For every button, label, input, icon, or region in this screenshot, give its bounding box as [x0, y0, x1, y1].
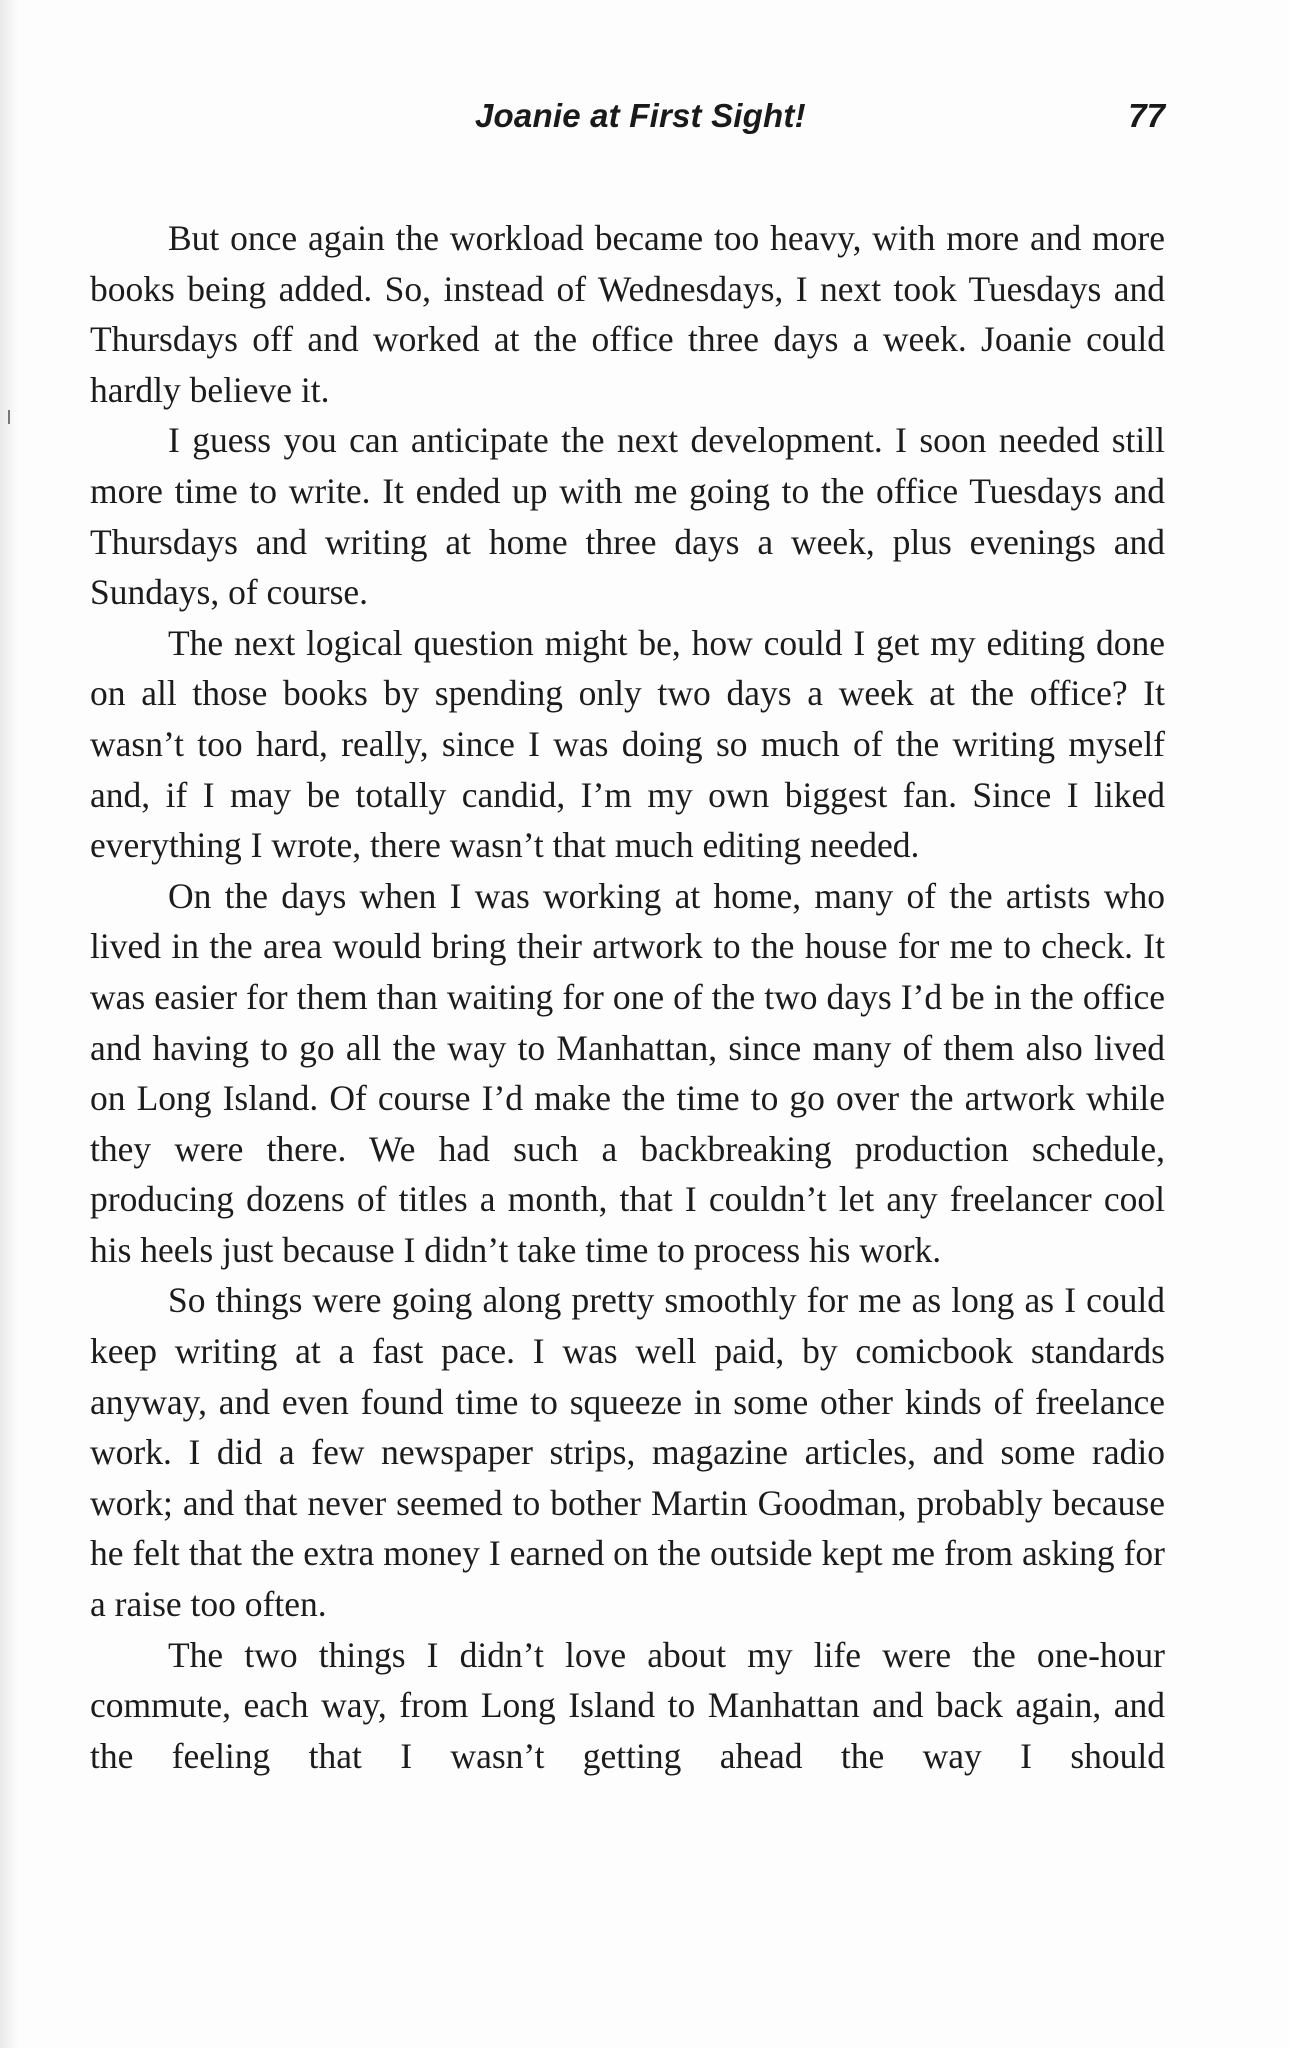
body-text: [90, 213, 1165, 1781]
page-edge-shadow: [0, 0, 18, 2048]
page-number: 77: [1128, 97, 1165, 134]
running-header: [90, 97, 1165, 147]
paragraph: So things were going along pretty smoothly for me as long as I could keep writing at a fast pace. I was well paid, by comicbook standards anyway, and even found time to squeeze in some other kinds of freelance work. I did a few newspaper strips, magazine articles, and some radio work; and that never seemed to bother Martin Goodman, probably because he felt that the extra money I earned on the outside kept me from asking for a raise too often.: [90, 1280, 1165, 1625]
paragraph: The next logical question might be, how could I get my editing done on all those books by spending only two days a week at the office? It wasn’t too hard, really, since I was doing so much of the writing myself and, if I may be totally candid, I’m my own biggest fan. Since I liked everything I wrote, there wasn’t that much editing needed.: [90, 622, 1165, 866]
margin-mark: [8, 410, 10, 424]
paragraph: But once again the workload became too heavy, with more and more books being added. So, instead of Wednesdays, I next took Tuesdays and Thursdays off and worked at the office three days a week. Joanie could hardly believe it.: [90, 218, 1165, 410]
paragraph: The two things I didn’t love about my life were the one-hour commute, each way, from Long Island to Manhattan and back again, and the feeling that I wasn’t getting ahead the way I should: [90, 1634, 1165, 1776]
paragraph: I guess you can anticipate the next development. I soon needed still more time to write. It ended up with me going to the office Tuesdays and Thursdays and writing at home three days a week, plus evenings and Sundays, of course.: [90, 420, 1165, 613]
paragraph: On the days when I was working at home, many of the artists who lived in the area would bring their artwork to the house for me to check. It was easier for them than waiting for one of the two days I’d be in the office and having to go all the way to Manhattan, since many of them also lived on Long Island. Of course I’d make the time to go over the artwork while they were there. We had such a backbreaking production schedule, producing dozens of titles a month, that I couldn’t let any freelancer cool his heels just because I didn’t take time to process his work.: [90, 875, 1165, 1270]
running-title: Joanie at First Sight!: [475, 97, 806, 134]
